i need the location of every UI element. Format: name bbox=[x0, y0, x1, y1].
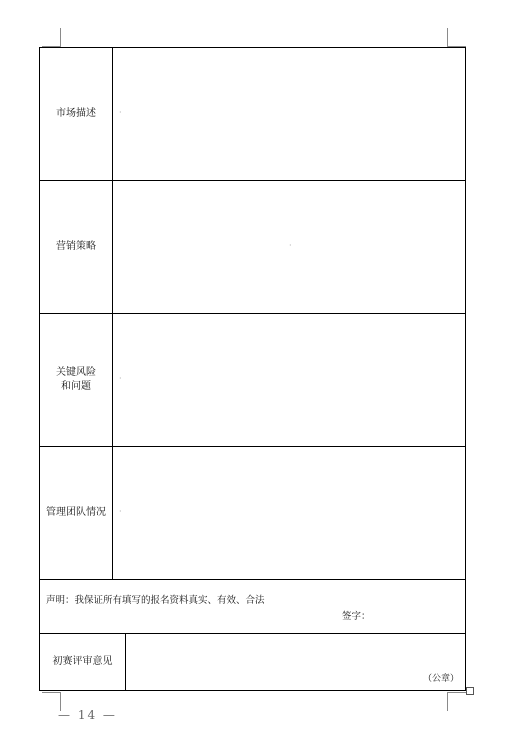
preliminary-review-label bbox=[40, 634, 126, 690]
preliminary-review-row bbox=[40, 634, 465, 690]
market-description-label-text: 市场描述 bbox=[56, 108, 96, 119]
marketing-strategy-label-text: 营销策略 bbox=[56, 241, 96, 252]
key-risks-label-line1: 关键风险 bbox=[56, 367, 96, 378]
declaration-row bbox=[40, 580, 465, 634]
key-risks-row bbox=[40, 314, 465, 447]
signature-label: 签字： bbox=[342, 611, 371, 622]
management-team-row bbox=[40, 447, 465, 580]
marketing-strategy-label bbox=[40, 181, 113, 313]
preliminary-review-field[interactable] bbox=[126, 634, 465, 690]
marketing-strategy-field[interactable] bbox=[113, 181, 465, 313]
market-description-row bbox=[40, 48, 465, 181]
paragraph-mark: · bbox=[289, 241, 292, 250]
paragraph-mark: · bbox=[119, 507, 122, 516]
market-description-field[interactable] bbox=[113, 48, 465, 180]
preliminary-review-label-text: 初赛评审意见 bbox=[52, 656, 113, 667]
management-team-field[interactable] bbox=[113, 447, 465, 579]
official-seal-label: （公章） bbox=[422, 674, 459, 684]
paragraph-mark: · bbox=[119, 108, 122, 117]
page-number: — 14 — bbox=[58, 708, 117, 722]
management-team-label-text: 管理团队情况 bbox=[46, 507, 106, 518]
key-risks-field[interactable] bbox=[113, 314, 465, 446]
paragraph-mark: · bbox=[119, 374, 122, 383]
market-description-label bbox=[40, 48, 113, 180]
key-risks-label-line2: 和问题 bbox=[61, 381, 91, 392]
application-form-table bbox=[39, 47, 466, 691]
declaration-text: 声明：我保证所有填写的报名资料真实、有效、合法 bbox=[46, 595, 265, 606]
crop-mark-top-right bbox=[447, 28, 466, 47]
marketing-strategy-row bbox=[40, 181, 465, 314]
crop-mark-bottom-right bbox=[447, 692, 466, 711]
table-resize-handle[interactable] bbox=[466, 687, 474, 695]
crop-mark-top-left bbox=[42, 28, 61, 47]
management-team-label bbox=[40, 447, 113, 579]
key-risks-label bbox=[40, 314, 113, 446]
